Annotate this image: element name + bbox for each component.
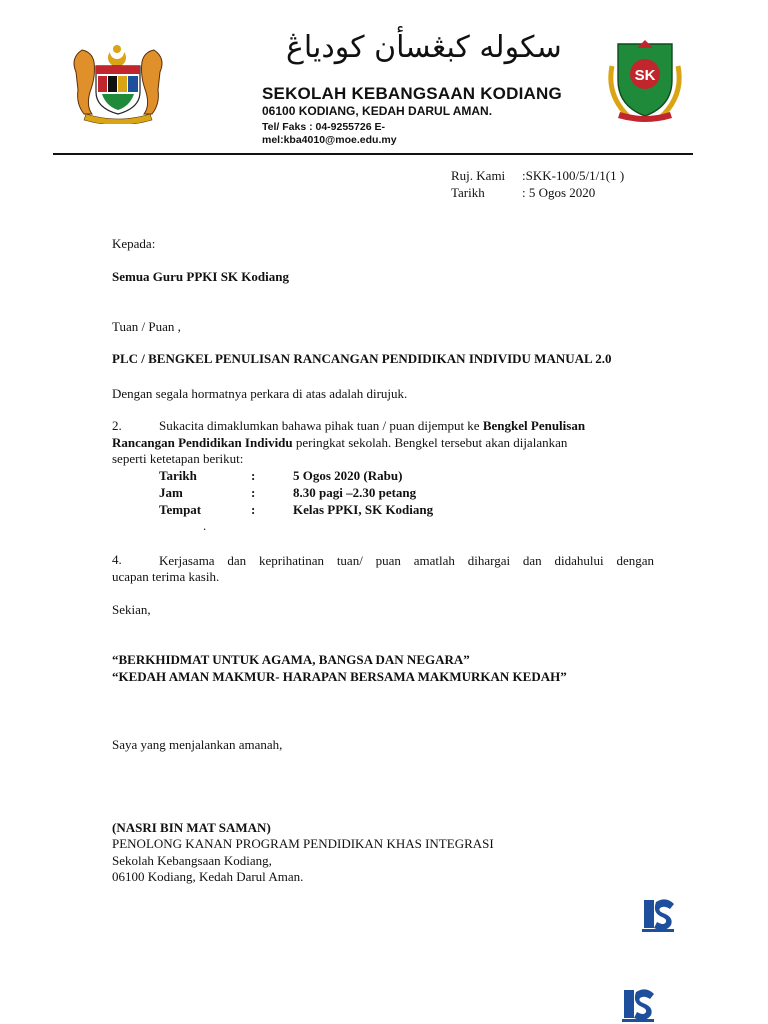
letter-subject: PLC / BENGKEL PENULISAN RANCANGAN PENDIDIKAN INDIVIDU MANUAL 2.0: [112, 351, 612, 366]
header-divider: [53, 153, 693, 155]
intro-text: Dengan segala hormatnya perkara di atas adalah dirujuk.: [112, 386, 408, 401]
stray-dot: .: [203, 518, 207, 533]
para2-number: 2.: [112, 418, 122, 433]
para2-line3: seperti ketetapan berikut:: [112, 451, 244, 466]
malaysia-coat-of-arms-icon: [66, 42, 170, 124]
recipient-label: Kepada:: [112, 236, 156, 251]
signatory-title: PENOLONG KANAN PROGRAM PENDIDIKAN KHAS INTEGRASI: [112, 836, 494, 851]
para4-line2: ucapan terima kasih.: [112, 569, 220, 584]
date-label: Tarikh: [451, 185, 485, 200]
para4-number: 4.: [112, 552, 122, 567]
detail-sep: :: [251, 485, 256, 500]
motto-1: “BERKHIDMAT UNTUK AGAMA, BANGSA DAN NEGARA”: [112, 652, 470, 667]
detail-value-date: 5 Ogos 2020 (Rabu): [293, 468, 403, 483]
detail-value-venue: Kelas PPKI, SK Kodiang: [293, 502, 434, 517]
school-email: mel:kba4010@moe.edu.my: [262, 134, 397, 146]
iso-certification-icon: [640, 894, 676, 934]
crest-initials: SK: [634, 67, 656, 84]
sign-off: Saya yang menjalankan amanah,: [112, 737, 283, 752]
detail-label-venue: Tempat: [159, 502, 202, 517]
motto-2: “KEDAH AMAN MAKMUR- HARAPAN BERSAMA MAKMURKAN KEDAH”: [112, 669, 567, 684]
recipient-name: Semua Guru PPKI SK Kodiang: [112, 269, 289, 284]
school-address: 06100 KODIANG, KEDAH DARUL AMAN.: [262, 104, 493, 118]
school-name-jawi: سکوله کبڠسأن کودياڠ: [286, 30, 562, 65]
signatory-address: 06100 Kodiang, Kedah Darul Aman.: [112, 869, 304, 884]
detail-sep: :: [251, 468, 256, 483]
signatory-name: (NASRI BIN MAT SAMAN): [112, 820, 271, 835]
school-crest-icon: [604, 36, 686, 126]
detail-value-time: 8.30 pagi –2.30 petang: [293, 485, 417, 500]
ref-value: :SKK-100/5/1/1(1 ): [522, 168, 625, 183]
school-tel-fax: Tel/ Faks : 04-9255726 E-: [262, 121, 385, 133]
ref-label: Ruj. Kami: [451, 168, 506, 183]
para4-line1: Kerjasama dan keprihatinan tuan/ puan amatlah dihargai dan didahului dengan: [159, 553, 654, 568]
detail-label-time: Jam: [159, 485, 183, 500]
para2-line1: Sukacita dimaklumkan bahawa pihak tuan / puan dijemput ke Bengkel Penulisan: [159, 418, 586, 433]
school-name: SEKOLAH KEBANGSAAN KODIANG: [262, 84, 562, 103]
date-value: : 5 Ogos 2020: [522, 185, 596, 200]
signatory-school: Sekolah Kebangsaan Kodiang,: [112, 853, 272, 868]
closing-text: Sekian,: [112, 602, 151, 617]
detail-sep: :: [251, 502, 256, 517]
salutation: Tuan / Puan ,: [112, 319, 181, 334]
iso-certification-icon: [620, 984, 656, 1024]
detail-label-date: Tarikh: [159, 468, 197, 483]
para2-line2: Rancangan Pendidikan Individu peringkat sekolah. Bengkel tersebut akan dijalankan: [112, 435, 568, 450]
